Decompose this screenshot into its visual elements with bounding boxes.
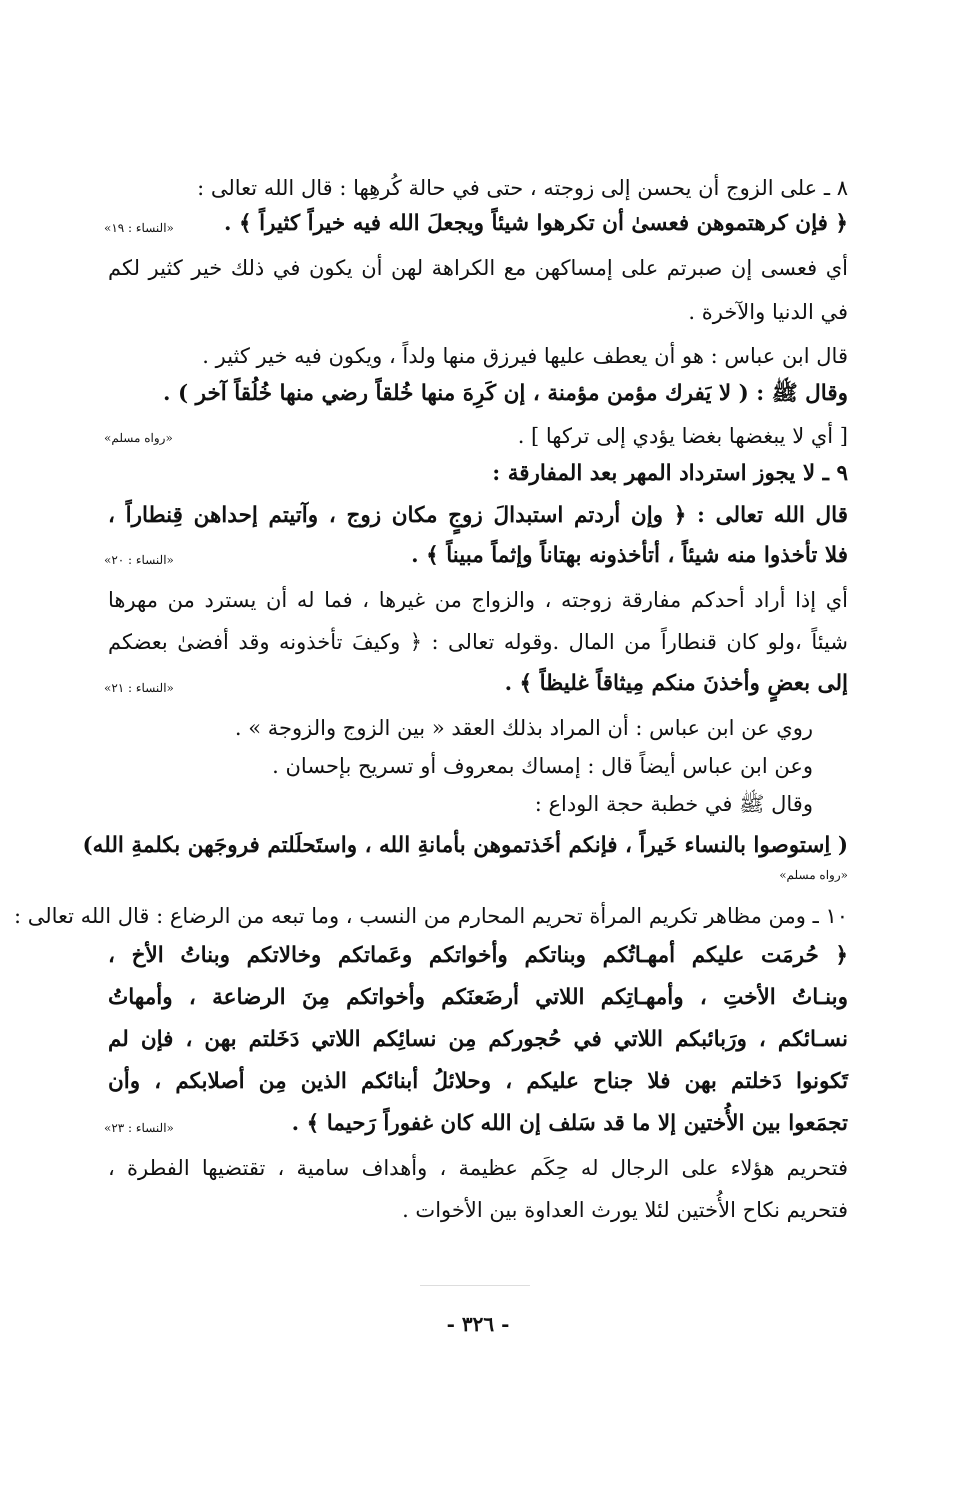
text-line: أي إذا أراد أحدكم مفارقة زوجته ، والزواج من غيرها ، فما له أن يسترد من مهرها (108, 588, 848, 612)
text-line: فتحريم هؤلاء على الرجال له حِكَم عظيمة ، وأهداف سامية ، تقتضيها الفطرة ، (108, 1156, 848, 1180)
citation-reference: «النساء : ٢٣» (104, 1121, 174, 1135)
text-line: إلى بعضٍ وأخذنَ منكم مِيثاقاً غليظاً ﴾ . (504, 671, 848, 696)
text-line: ٩ ـ لا يجوز استرداد المهر بعد المفارقة : (492, 461, 848, 486)
text-line: وقال ﷺ في خطبة حجة الوداع : (534, 792, 813, 816)
text-line: شيئاً ،ولو كان قنطاراً من المال .وقوله تعالى : ﴿ وكيفَ تأخذونه وقد أفضىٰ بعضكم (108, 630, 848, 654)
citation-reference: «رواه مسلم» (104, 431, 173, 445)
text-line: قال الله تعالى : ﴿ وإن أردتم استبدالَ زوجٍ مكان زوج ، وآتيتم إحداهن قِنطاراً ، (108, 503, 848, 528)
citation-reference: «النساء : ٢٠» (104, 553, 174, 567)
hadith-source-note: «رواه مسلم» (779, 868, 848, 882)
text-line: في الدنيا والآخرة . (688, 300, 848, 324)
text-line: ﴿ فإن كرهتموهن فعسىٰ أن تكرهوا شيئاً ويجعلَ الله فيه خيراً كثيراً ﴾ . (224, 211, 848, 236)
text-line: فتحريم نكاح الأُختين لئلا يورث العداوة بين الأخوات . (402, 1198, 848, 1222)
citation-reference: «النساء : ٢١» (104, 681, 174, 695)
text-line: ﴿ حُرمَت عليكم أمهـاتُكم وبناتكم وأخواتكم وعَماتكم وخالاتكم وبناتُ الأخ ، (108, 943, 848, 968)
text-line: أي فعسى إن صبرتم على إمساكهن مع الكراهة لهن أن يكون في ذلك خير كثير لكم (108, 256, 848, 280)
text-line: روي عن ابن عباس : أن المراد بذلك العقد « بين الزوج والزوجة » . (234, 716, 813, 740)
text-line: [ أي لا يبغضها بغضا يؤدي إلى تركها ] . (517, 424, 848, 448)
text-line: قال ابن عباس : هو أن يعطف عليها فيرزق منها ولداً ، ويكون فيه خير كثير . (202, 344, 848, 368)
text-line: فلا تأخذوا منه شيئاً ، أتأخذونه بهتاناً وإثماً مبيناً ﴾ . (411, 543, 848, 568)
text-line: ٨ ـ على الزوج أن يحسن إلى زوجته ، حتى في حالة كُرهِها : قال الله تعالى : (197, 176, 848, 200)
text-line: تَكونوا دَخلتم بهن فلا جناح عليكم ، وحلائلُ أبنائكم الذين مِن أصلابكم ، وأن (108, 1069, 848, 1094)
page-number: - ٣٢٦ - (446, 1312, 510, 1336)
text-line: وبنـاتُ الأختِ ، وأمهـاتِكم اللاتي أرضَعنَكم وأخواتكم مِنَ الرضاعة ، وأمهاتُ (108, 985, 848, 1010)
text-line: ( اِستوصوا بالنساء خَيراً ، فإنكم أخَذتموهن بأمانةِ الله ، واستَحلَلتم فروجَهن بكلمةِ الله) (82, 833, 848, 858)
text-line: تجمَعوا بين الأُختين إلا ما قد سَلف إن الله كان غفوراً رَحيما ﴾ . (291, 1111, 848, 1136)
text-line: وقال ﷺ : ( لا يَفرك مؤمن مؤمنة ، إن كَرِهَ منها خُلقاً رضي منها خُلُقاً آخر ) . (162, 381, 848, 406)
text-line: وعن ابن عباس أيضاً قال : إمساك بمعروف أو تسريح بإحسان . (272, 754, 813, 778)
text-line: نسـائكم ، ورَبائبكم اللاتي في حُجوركم مِن نسائِكم اللاتي دَخَلتم بهن ، فإن لم (108, 1027, 848, 1052)
citation-reference: «النساء : ١٩» (104, 221, 174, 235)
text-line: ١٠ ـ ومن مظاهر تكريم المرأة تحريم المحارم من النسب ، وما تبعه من الرضاع : قال الله تعالى : (13, 904, 848, 928)
footer-divider (420, 1285, 530, 1286)
